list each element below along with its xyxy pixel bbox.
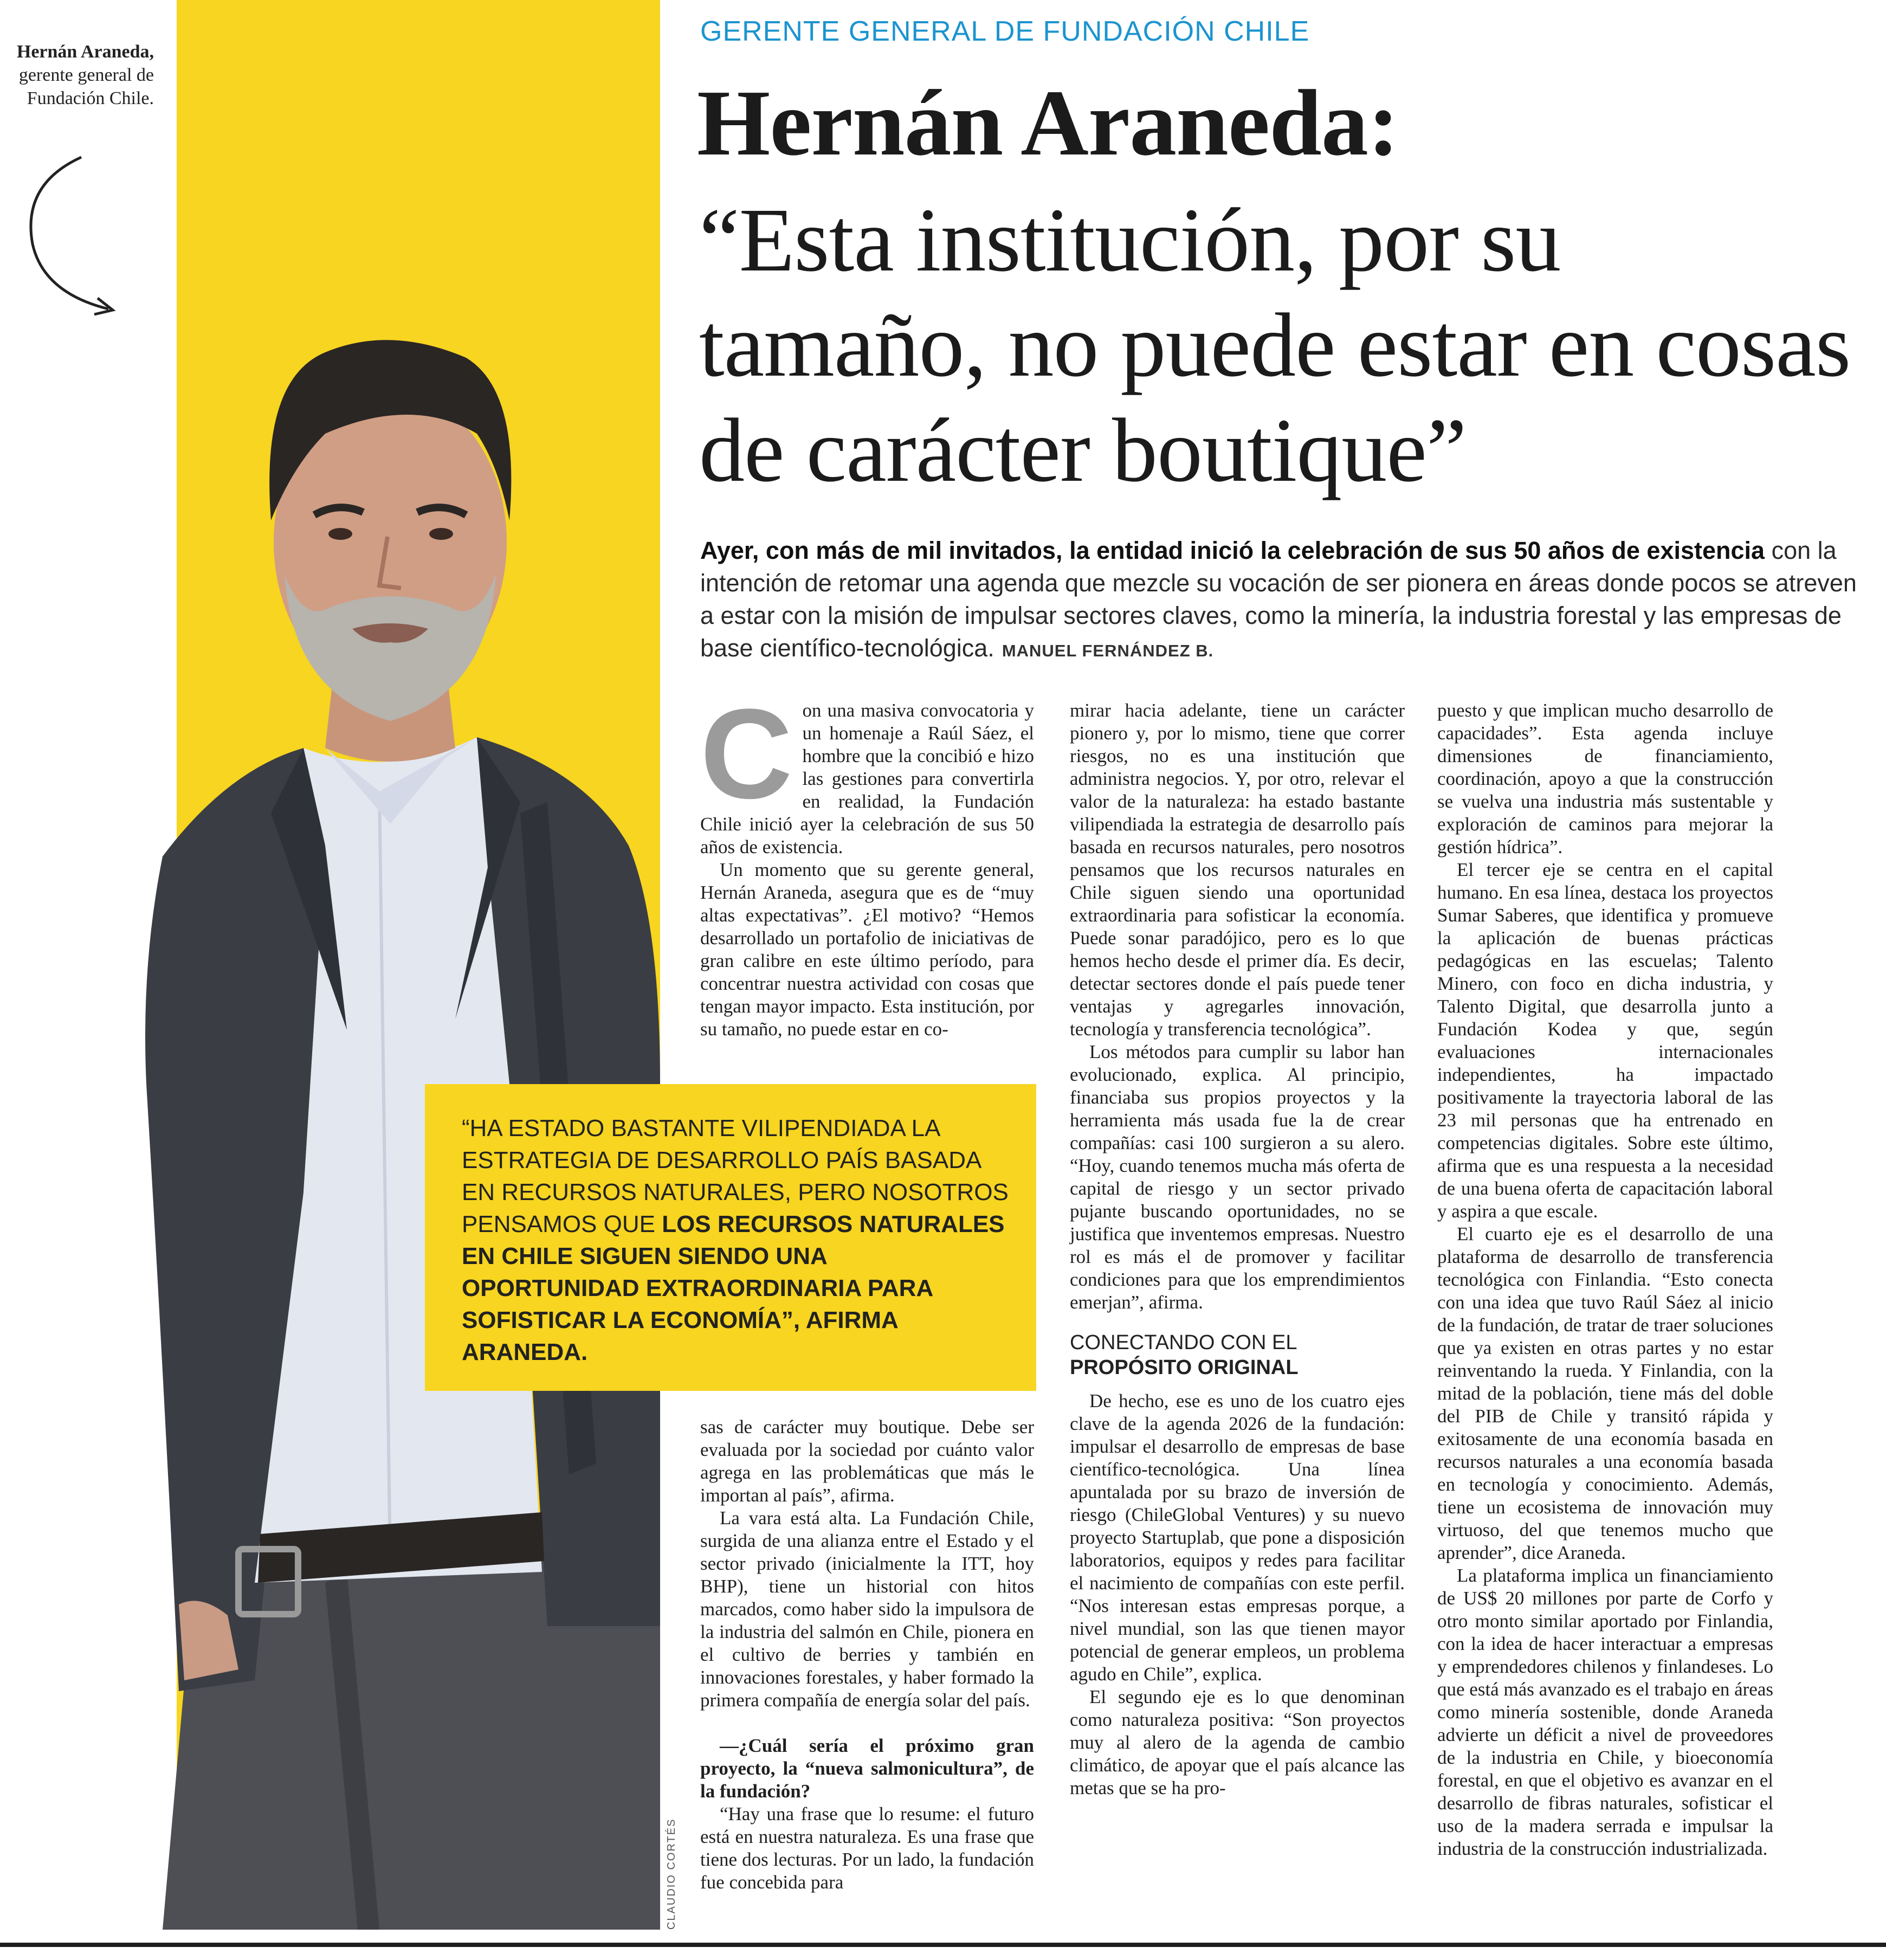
photo-credit: CLAUDIO CORTÉS: [666, 1818, 677, 1930]
paragraph: sas de carácter muy boutique. Debe ser evaluada por la sociedad por cuánto valor agrega en las problemáticas que más le importan al país”, afirma.: [700, 1416, 1034, 1506]
caption-role: gerente general de Fundación Chile.: [18, 65, 154, 108]
paragraph: on una masiva convocatoria y un homenaje a Raúl Sáez, el hombre que la concibió e hizo las gestiones para convertirla en realidad, la Fundación Chile inició ayer la celebración de sus 50 años de existencia.: [700, 700, 1034, 858]
section-subhead: [1070, 1330, 1405, 1380]
pull-quote-bold: LOS RECURSOS NATURALES EN CHILE SIGUEN SIENDO UNA OPORTUNIDAD EXTRAORDINARIA PARA SOFISTICAR LA ECONOMÍA”, AFIRMA ARANEDA.: [462, 1211, 1005, 1365]
caption-name: Hernán Araneda,: [16, 42, 154, 62]
pull-quote-text: [462, 1112, 1009, 1368]
kicker: GERENTE GENERAL DE FUNDACIÓN CHILE: [700, 16, 1310, 47]
subhead-line-1: CONECTANDO CON EL: [1070, 1331, 1297, 1354]
paragraph: El tercer eje se centra en el capital humano. En esa línea, destaca los proyectos Sumar Saberes, que identifica y promueve la aplicación de buenas prácticas pedagógicas en las escuelas; Talento Minero, con foco en dicha industria, y Talento Digital, que desarrolla junto a Fundación Kodea y que, según evaluaciones internacionales independientes, ha impactado positivamente la trayectoria laboral de las 23 mil personas que ha entrenado en competencias digitales. Sobre este último, afirma que es una respuesta a la necesidad de una buena oferta de capacitación laboral y aspira a que escale.: [1437, 859, 1773, 1222]
pull-quote-box: [425, 1084, 1036, 1391]
paragraph: puesto y que implican mucho desarrollo de capacidades”. Esta agenda incluye dimensiones de financiamiento, coordinación, apoyo a que la construcción se vuelva una industria más sustentable y exploración de caminos para mejorar la gestión hídrica”.: [1437, 700, 1773, 858]
pull-quote-normal: “HA ESTADO BASTANTE VILIPENDIADA LA ESTRATEGIA DE DESARROLLO PAÍS BASADA EN RECURSOS NATURALES, PERO NOSOTROS PENSAMOS QUE: [462, 1115, 1009, 1237]
paragraph: Los métodos para cumplir su labor han evolucionado, explica. Al principio, financiaba sus propios proyectos y la herramienta más usada fue la de crear compañías: casi 100 surgieron a su alero. “Hoy, cuando tenemos mucha más oferta de capital de riesgo y un sector privado pujante buscando oportunidades, no se justifica que inventemos empresas. Nuestro rol es más el de promover y facilitar condiciones para que los emprendimientos emerjan”, afirma.: [1070, 1041, 1405, 1313]
article-column-2: [1070, 699, 1405, 1800]
article-column-3: [1437, 699, 1773, 1860]
paragraph: La vara está alta. La Fundación Chile, surgida de una alianza entre el Estado y el sector privado (inicialmente la ITT, hoy BHP), tiene un historial con hitos marcados, como haber sido la impulsora de la industria del salmón en Chile, pionera en el cultivo de berries y también en innovaciones forestales, y haber formado la primera compañía de energía solar del país.: [700, 1507, 1034, 1711]
paragraph: De hecho, ese es uno de los cuatro ejes clave de la agenda 2026 de la fundación: impulsar el desarrollo de empresas de base científico-tecnológica. Una línea apuntalada por su brazo de inversión de riesgo (ChileGlobal Ventures) y su nuevo proyecto Startuplab, que pone a disposición laboratorios, equipos y redes para facilitar el nacimiento de compañías con este perfil. “Nos interesan estas empresas porque, a nivel mundial, son las que tienen mayor potencial de generar empleos, un problema agudo en Chile”, explica.: [1070, 1390, 1405, 1685]
lede: [700, 534, 1865, 667]
lede-bold: Ayer, con más de mil invitados, la entidad inició la celebración de sus 50 años de existencia: [700, 537, 1765, 564]
byline: MANUEL FERNÁNDEZ B.: [1002, 641, 1214, 660]
paragraph: Un momento que su gerente general, Hernán Araneda, asegura que es de “muy altas expectativas”. ¿El motivo? “Hemos desarrollado un portafolio de iniciativas de gran calibre en este último período, para concentrar nuestra actividad con cosas que tengan mayor impacto. Esta institución, por su tamaño, no puede estar en co-: [700, 859, 1034, 1040]
subhead-line-2: PROPÓSITO ORIGINAL: [1070, 1356, 1299, 1379]
paragraph: mirar hacia adelante, tiene un carácter pionero y, por lo mismo, tiene que correr riesgos, no es una institución que administra negocios. Y, por otro, relevar el valor de la naturaleza: ha estado bastante vilipendiada la estrategia de desarrollo país basada en recursos naturales, pero nosotros pensamos que los recursos naturales en Chile siguen siendo una oportunidad extraordinaria para sofisticar la economía. Puede sonar paradójico, pero es lo que hemos hecho desde el primer día. Es decir, detectar sectores donde el país puede tener ventajas y agregarles innovación, tecnología y transferencia tecnológica”.: [1070, 700, 1405, 1040]
article-column-1-bottom: [700, 1416, 1034, 1894]
headline-quote: “Esta institución, por su tamaño, no puede estar en cosas de carácter boutique”: [699, 190, 1851, 501]
drop-cap: C: [700, 682, 793, 826]
interview-question: —¿Cuál sería el próximo gran proyecto, la “nueva salmonicultura”, de la fundación?: [700, 1735, 1034, 1802]
paragraph: El cuarto eje es el desarrollo de una plataforma de desarrollo de transferencia tecnológica con Finlandia. “Esto conecta con una idea que tuvo Raúl Sáez al inicio de la fundación, de tratar de traer soluciones que ya existen en otras partes y no estar reinventando la rueda. Y Finlandia, con la mitad de la población, tiene más del doble del PIB de Chile y transitó rápida y exitosamente de una economía basada en recursos naturales a una economía basada en tecnología y conocimiento. Además, tiene un ecosistema de innovación muy virtuoso, del que tenemos mucho que aprender”, dice Araneda.: [1437, 1223, 1774, 1563]
article-column-1-top: [700, 682, 1034, 1041]
paragraph: “Hay una frase que lo resume: el futuro está en nuestra naturaleza. Es una frase que tiene dos lecturas. Por un lado, la fundación fue concebida para: [700, 1803, 1034, 1893]
paragraph: La plataforma implica un financiamiento de US$ 20 millones por parte de Corfo y otro monto similar aportado por Finlandia, con la idea de hacer interactuar a empresas y emprendedores chilenos y finlandeses. Lo que está más avanzado es el trabajo en áreas como minería sostenible, donde Araneda advierte un déficit a nivel de proveedores de la industria en Chile, y bioeconomía forestal, en que el objetivo es avanzar en el desarrollo de fibras naturales, sofisticar el uso de la madera serrada e impulsar la industria de la construcción industrializada.: [1437, 1565, 1773, 1859]
photo-caption: [11, 40, 154, 110]
paragraph: El segundo eje es lo que denominan como naturaleza positiva: “Son proyectos muy al alero de la agenda de cambio climático, de apoyar que el país alcance las metas que se ha pro-: [1070, 1686, 1405, 1798]
lede-text: con la intención de retomar una agenda que mezcle su vocación de ser pionera en áreas donde pocos se atreven a estar con la misión de impulsar sectores claves, como la minería, la industria forestal y las empresas de base científico-tecnológica.: [700, 537, 1857, 662]
curved-arrow-icon: [22, 152, 119, 325]
headline-name: Hernán Araneda:: [697, 70, 1399, 175]
bottom-rule: [0, 1943, 1886, 1947]
